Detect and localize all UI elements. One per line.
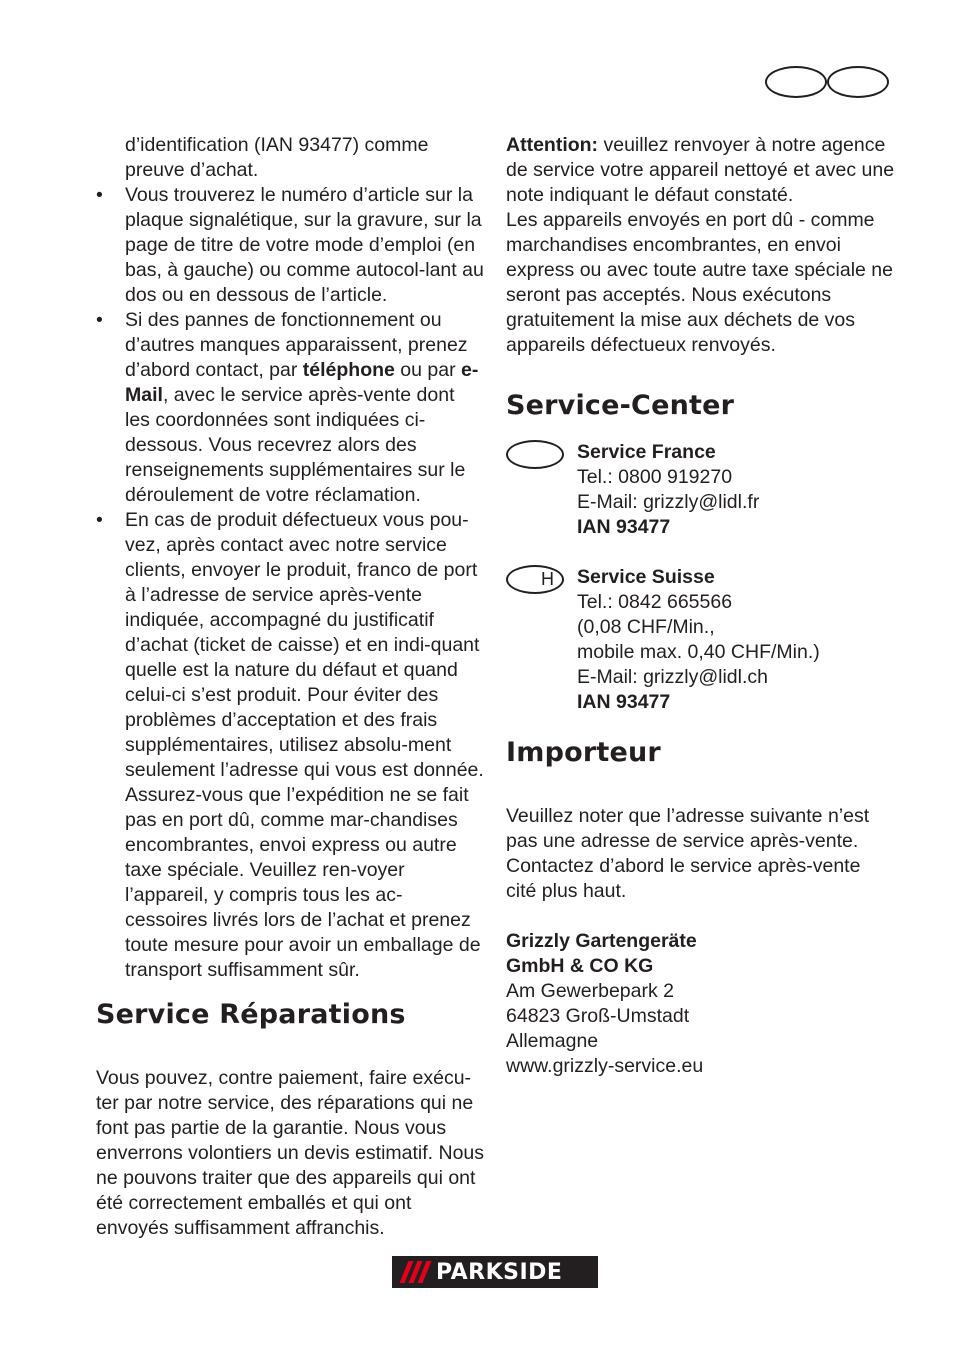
- service-suisse-rate2: mobile max. 0,40 CHF/Min.): [577, 641, 820, 663]
- service-france-email: E-Mail: grizzly@lidl.fr: [577, 491, 760, 513]
- company-line1: Grizzly Gartengeräte: [506, 930, 697, 952]
- service-suisse-email: E-Mail: grizzly@lidl.ch: [577, 666, 768, 688]
- attention-label: Attention:: [506, 134, 599, 156]
- importer-heading: Importeur: [506, 737, 661, 768]
- list-item: • Si des pannes de fonctionnement ou d’autres manques apparaissent, prenez d’abord contact, par téléphone ou par e-Mail, avec le service après-vente dont les coordonnées sont indiquées ci-dessous. Vous recevrez alors des renseignements supplémentaires sur le déroulement de votre réclamation.: [96, 308, 484, 508]
- service-france-tel: Tel.: 0800 919270: [577, 466, 733, 488]
- address-city: 64823 Groß-Umstadt: [506, 1005, 690, 1027]
- service-suisse-ian: IAN 93477: [577, 691, 671, 713]
- left-column: [96, 133, 484, 1241]
- address-street: Am Gewerbepark 2: [506, 980, 674, 1002]
- attention-paragraph-2: Les appareils envoyés en port dû - comme marchandises encombrantes, en envoi express ou avec toute autre taxe spéciale ne seront pas acceptés. Nous exécutons gratuitement la mise aux déchets de vos appareils défectueux renvoyés.: [506, 209, 893, 356]
- continuation-text: d’identification (IAN 93477) comme preuve d’achat.: [125, 134, 429, 181]
- language-badge-right: [827, 66, 889, 98]
- bold-email: e-Mail: [125, 359, 479, 406]
- attention-paragraph: Attention: veuillez renvoyer à notre agence de service votre appareil nettoyé et avec une note indiquant le défaut constaté.: [506, 134, 895, 206]
- logo-text: PARKSIDE: [436, 1259, 563, 1285]
- importer-text: Veuillez noter que l’adresse suivante n’est pas une adresse de service après-vente. Contactez d’abord le service après-vente cité plus haut.: [506, 805, 870, 902]
- website-link[interactable]: www.grizzly-service.eu: [506, 1055, 704, 1077]
- service-suisse-name: Service Suisse: [577, 566, 715, 588]
- company-line2: GmbH & CO KG: [506, 955, 654, 977]
- bold-phone: téléphone: [302, 359, 395, 381]
- parkside-logo: [392, 1256, 598, 1288]
- repairs-heading: Service Réparations: [96, 999, 406, 1030]
- country-badge-france: [506, 440, 564, 469]
- language-badge-left: [765, 66, 827, 98]
- language-badges: [765, 66, 889, 98]
- country-badge-suisse: H: [506, 565, 564, 594]
- service-suisse-rate1: (0,08 CHF/Min.,: [577, 616, 715, 638]
- service-suisse-tel: Tel.: 0842 665566: [577, 591, 733, 613]
- service-suisse-block: [506, 565, 896, 715]
- service-france-block: [506, 440, 896, 540]
- list-item: • En cas de produit défectueux vous pou-vez, après contact avec notre service clients, envoyer le produit, franco de port à l’adresse de service après-vente indiquée, accompagné du justificatif d’achat (ticket de caisse) et en indi-quant quelle est la nature du défaut et quand celui-ci s’est produit. Pour éviter des problèmes d’acceptation et des frais supplémentaires, utilisez absolu-ment seulement l’adresse qui vous est donnée. Assurez-vous que l’expédition ne se fait pas en port dû, comme mar-chandises encombrantes, envoi express ou autre taxe spéciale. Veuillez ren-voyer l’appareil, y compris tous les ac-cessoires livrés lors de l’achat et prenez toute mesure pour avoir un emballage de transport suffisamment sûr.: [96, 508, 484, 983]
- right-column: [506, 133, 896, 1079]
- address-country: Allemagne: [506, 1030, 599, 1052]
- service-france-ian: IAN 93477: [577, 516, 671, 538]
- service-center-heading: Service-Center: [506, 390, 735, 421]
- logo-slashes-icon: [392, 1256, 436, 1288]
- repairs-text: Vous pouvez, contre paiement, faire exécu-ter par notre service, des réparations qui ne font pas partie de la garantie. Nous vous enverrons volontiers un devis estimatif. Nous ne pouvons traiter que des appareils qui ont été correctement emballés et qui ont envoyés suffisamment affranchis.: [96, 1067, 485, 1239]
- service-france-name: Service France: [577, 441, 716, 463]
- list-item: • Vous trouverez le numéro d’article sur la plaque signalétique, sur la gravure, sur la page de titre de votre mode d’emploi (en bas, à gauche) ou comme autocol-lant au dos ou en dessous de l’article.: [96, 183, 484, 308]
- bullet-list: [96, 183, 484, 983]
